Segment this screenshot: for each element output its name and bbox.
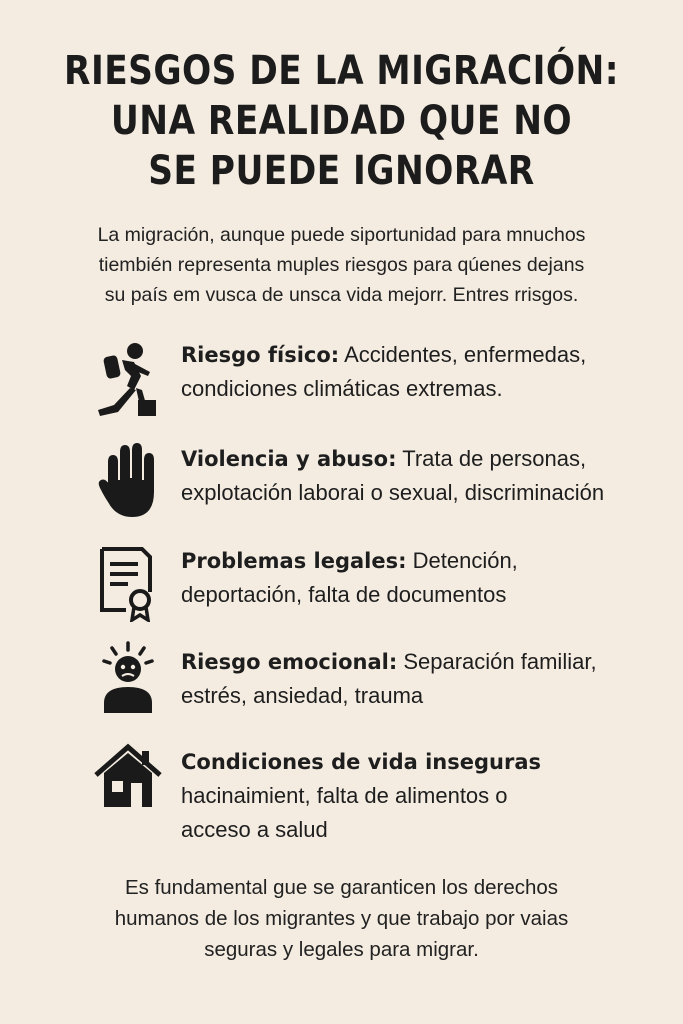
risk-description: Accidentes, enfermedas, bbox=[339, 342, 587, 367]
risk-line-2: explotación laborai o sexual, discriminación bbox=[181, 480, 605, 505]
risk-heading: Violencia y abuso: bbox=[181, 447, 397, 471]
risk-line-2: hacinaimient, falta de alimentos o bbox=[181, 783, 508, 808]
page-title bbox=[48, 46, 635, 196]
risk-heading: Problemas legales: bbox=[181, 549, 407, 573]
title-line-1: RIESGOS DE LA MIGRACIÓN: bbox=[64, 48, 619, 94]
raised-hand-icon bbox=[94, 442, 162, 518]
risk-line-3: acceso a salud bbox=[181, 817, 328, 842]
closing-line-2: humanos de los migrantes y que trabajo por vaias bbox=[114, 907, 569, 930]
title-line-3: SE PUEDE IGNORAR bbox=[148, 148, 535, 194]
closing-line-3: seguras y legales para migrar. bbox=[204, 938, 479, 961]
risk-line-1 bbox=[181, 442, 676, 476]
risk-text-housing bbox=[181, 745, 676, 847]
risk-description: Separación familiar, bbox=[397, 649, 597, 674]
risk-line-1 bbox=[181, 645, 676, 679]
risk-heading: Riesgo emocional: bbox=[181, 650, 398, 674]
risk-heading: Riesgo físico: bbox=[181, 343, 340, 367]
risk-text-physical bbox=[181, 338, 676, 406]
risk-description: Trata de personas, bbox=[396, 446, 587, 471]
risk-text-emotional bbox=[181, 645, 676, 713]
title-line-2: UNA REALIDAD QUE NO bbox=[110, 98, 573, 144]
closing-paragraph bbox=[20, 872, 663, 965]
risk-line-2: condiciones climáticas extremas. bbox=[181, 376, 503, 401]
risk-text-violence bbox=[181, 442, 676, 510]
intro-line-1: La migración, aunque puede siportunidad para mnuchos bbox=[97, 224, 586, 246]
hiker-icon bbox=[94, 340, 162, 416]
risk-line-2: deportación, falta de documentos bbox=[181, 582, 507, 607]
risk-text-legal bbox=[181, 544, 676, 612]
risk-line-1 bbox=[181, 544, 676, 578]
risk-line-1 bbox=[181, 338, 676, 372]
risk-line-1 bbox=[181, 745, 676, 779]
risk-line-2: estrés, ansiedad, trauma bbox=[181, 683, 424, 708]
legal-document-icon bbox=[94, 546, 162, 622]
risk-description: Detención, bbox=[406, 548, 518, 573]
closing-line-1: Es fundamental gue se garanticen los derechos bbox=[124, 876, 559, 899]
stressed-person-icon bbox=[94, 641, 162, 717]
house-icon bbox=[94, 743, 162, 819]
risk-heading: Condiciones de vida inseguras bbox=[181, 750, 541, 774]
intro-line-3: su país em vusca de unsca vida mejorr. Entres rrisgos. bbox=[104, 284, 579, 306]
intro-paragraph bbox=[20, 220, 663, 310]
intro-line-2: tiembién representa muples riesgos para qúenes dejans bbox=[98, 254, 585, 276]
